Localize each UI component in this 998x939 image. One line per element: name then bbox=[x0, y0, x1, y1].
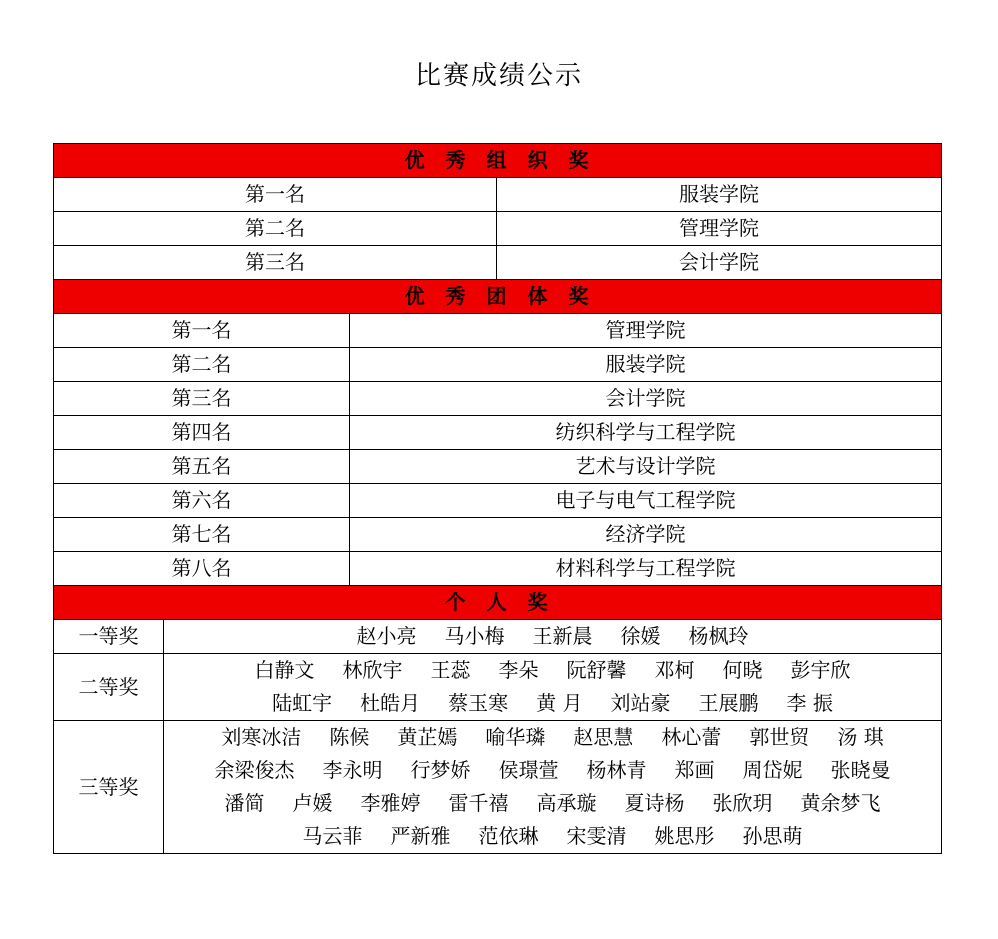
winner-name: 陆虹宇 bbox=[272, 691, 333, 715]
organization-rank-cell: 第二名 bbox=[54, 212, 497, 246]
winner-name: 杨枫玲 bbox=[688, 624, 749, 648]
winner-line bbox=[164, 687, 941, 720]
winner-name: 黄余梦飞 bbox=[800, 791, 881, 815]
tier-label-cell: 三等奖 bbox=[54, 721, 164, 854]
team-award-header-row bbox=[54, 280, 942, 314]
winner-name: 黄芷嫣 bbox=[397, 725, 458, 749]
winner-name: 杨林青 bbox=[586, 758, 647, 782]
winner-name: 刘站豪 bbox=[610, 691, 671, 715]
winner-line bbox=[164, 754, 941, 787]
winner-name: 夏诗杨 bbox=[624, 791, 685, 815]
winner-name: 严新雅 bbox=[390, 824, 451, 848]
winner-name: 雷千禧 bbox=[448, 791, 509, 815]
winner-line bbox=[164, 787, 941, 820]
winner-name: 李永明 bbox=[322, 758, 383, 782]
winner-name: 马云菲 bbox=[302, 824, 363, 848]
team-award-row bbox=[54, 518, 942, 552]
winner-line bbox=[164, 620, 941, 653]
winner-name: 张晓曼 bbox=[830, 758, 891, 782]
team-rank-cell: 第一名 bbox=[54, 314, 350, 348]
winner-name: 陈候 bbox=[329, 725, 370, 749]
organization-award-row bbox=[54, 246, 942, 280]
team-award-header: 优 秀 团 体 奖 bbox=[54, 280, 942, 314]
winner-name: 高承璇 bbox=[536, 791, 597, 815]
team-rank-cell: 第八名 bbox=[54, 552, 350, 586]
winner-name: 赵思慧 bbox=[573, 725, 634, 749]
winner-name: 余梁俊杰 bbox=[214, 758, 295, 782]
winner-name: 白静文 bbox=[254, 658, 315, 682]
individual-award-header-row bbox=[54, 586, 942, 620]
tier-winners-cell bbox=[164, 620, 942, 654]
winner-name: 林欣宇 bbox=[342, 658, 403, 682]
team-unit-cell: 服装学院 bbox=[350, 348, 942, 382]
team-unit-cell: 材料科学与工程学院 bbox=[350, 552, 942, 586]
team-unit-cell: 电子与电气工程学院 bbox=[350, 484, 942, 518]
team-unit-cell: 会计学院 bbox=[350, 382, 942, 416]
team-award-row bbox=[54, 348, 942, 382]
winner-name: 杜皓月 bbox=[360, 691, 421, 715]
winner-name: 潘简 bbox=[224, 791, 265, 815]
winner-name: 孙思萌 bbox=[742, 824, 803, 848]
team-unit-cell: 纺织科学与工程学院 bbox=[350, 416, 942, 450]
individual-award-header: 个 人 奖 bbox=[54, 586, 942, 620]
organization-unit-cell: 会计学院 bbox=[497, 246, 942, 280]
team-unit-cell: 管理学院 bbox=[350, 314, 942, 348]
winner-name: 林心蕾 bbox=[661, 725, 722, 749]
team-rank-cell: 第四名 bbox=[54, 416, 350, 450]
winner-name: 赵小亮 bbox=[356, 624, 417, 648]
organization-rank-cell: 第三名 bbox=[54, 246, 497, 280]
winner-name: 王展鹏 bbox=[698, 691, 759, 715]
team-award-row bbox=[54, 450, 942, 484]
page-title: 比赛成绩公示 bbox=[414, 61, 583, 91]
winner-name: 郭世贸 bbox=[749, 725, 810, 749]
team-award-row bbox=[54, 484, 942, 518]
winner-name: 周岱妮 bbox=[742, 758, 803, 782]
winner-name: 阮舒馨 bbox=[566, 658, 627, 682]
winner-name: 范依琳 bbox=[478, 824, 539, 848]
individual-award-tier-row bbox=[54, 721, 942, 854]
winner-name: 何晓 bbox=[722, 658, 763, 682]
winner-name: 黄 月 bbox=[536, 691, 583, 715]
individual-award-tier-row bbox=[54, 654, 942, 721]
team-award-row bbox=[54, 552, 942, 586]
winner-name: 张欣玥 bbox=[712, 791, 773, 815]
team-rank-cell: 第六名 bbox=[54, 484, 350, 518]
winner-line bbox=[164, 721, 941, 754]
organization-unit-cell: 管理学院 bbox=[497, 212, 942, 246]
team-rank-cell: 第二名 bbox=[54, 348, 350, 382]
winner-name: 姚思彤 bbox=[654, 824, 715, 848]
tier-label-cell: 二等奖 bbox=[54, 654, 164, 721]
winner-name: 马小梅 bbox=[444, 624, 505, 648]
winner-line bbox=[164, 654, 941, 687]
winner-line bbox=[164, 820, 941, 853]
winner-name: 徐媛 bbox=[620, 624, 661, 648]
tier-winners-cell bbox=[164, 654, 942, 721]
winner-name: 喻华璘 bbox=[485, 725, 546, 749]
organization-rank-cell: 第一名 bbox=[54, 178, 497, 212]
organization-award-header: 优 秀 组 织 奖 bbox=[54, 144, 942, 178]
winner-name: 李朵 bbox=[498, 658, 539, 682]
team-award-row bbox=[54, 416, 942, 450]
team-award-row bbox=[54, 314, 942, 348]
winner-name: 卢媛 bbox=[292, 791, 333, 815]
winner-name: 侯璟萱 bbox=[498, 758, 559, 782]
winner-name: 王新晨 bbox=[532, 624, 593, 648]
organization-unit-cell: 服装学院 bbox=[497, 178, 942, 212]
winner-name: 蔡玉寒 bbox=[448, 691, 509, 715]
team-rank-cell: 第五名 bbox=[54, 450, 350, 484]
organization-award-row bbox=[54, 212, 942, 246]
tier-label-cell: 一等奖 bbox=[54, 620, 164, 654]
winner-name: 刘寒冰洁 bbox=[221, 725, 302, 749]
results-table bbox=[53, 143, 942, 854]
winner-name: 行梦娇 bbox=[410, 758, 471, 782]
organization-award-row bbox=[54, 178, 942, 212]
organization-award-header-row bbox=[54, 144, 942, 178]
winner-name: 彭宇欣 bbox=[790, 658, 851, 682]
winner-name: 邓柯 bbox=[654, 658, 695, 682]
winner-name: 郑画 bbox=[674, 758, 715, 782]
results-table-body bbox=[54, 144, 942, 854]
winner-name: 宋雯清 bbox=[566, 824, 627, 848]
winner-name: 李雅婷 bbox=[360, 791, 421, 815]
team-unit-cell: 艺术与设计学院 bbox=[350, 450, 942, 484]
team-award-row bbox=[54, 382, 942, 416]
team-rank-cell: 第三名 bbox=[54, 382, 350, 416]
winner-name: 李 振 bbox=[786, 691, 833, 715]
individual-award-tier-row bbox=[54, 620, 942, 654]
winner-name: 王蕊 bbox=[430, 658, 471, 682]
team-unit-cell: 经济学院 bbox=[350, 518, 942, 552]
team-rank-cell: 第七名 bbox=[54, 518, 350, 552]
tier-winners-cell bbox=[164, 721, 942, 854]
winner-name: 汤 琪 bbox=[837, 725, 884, 749]
